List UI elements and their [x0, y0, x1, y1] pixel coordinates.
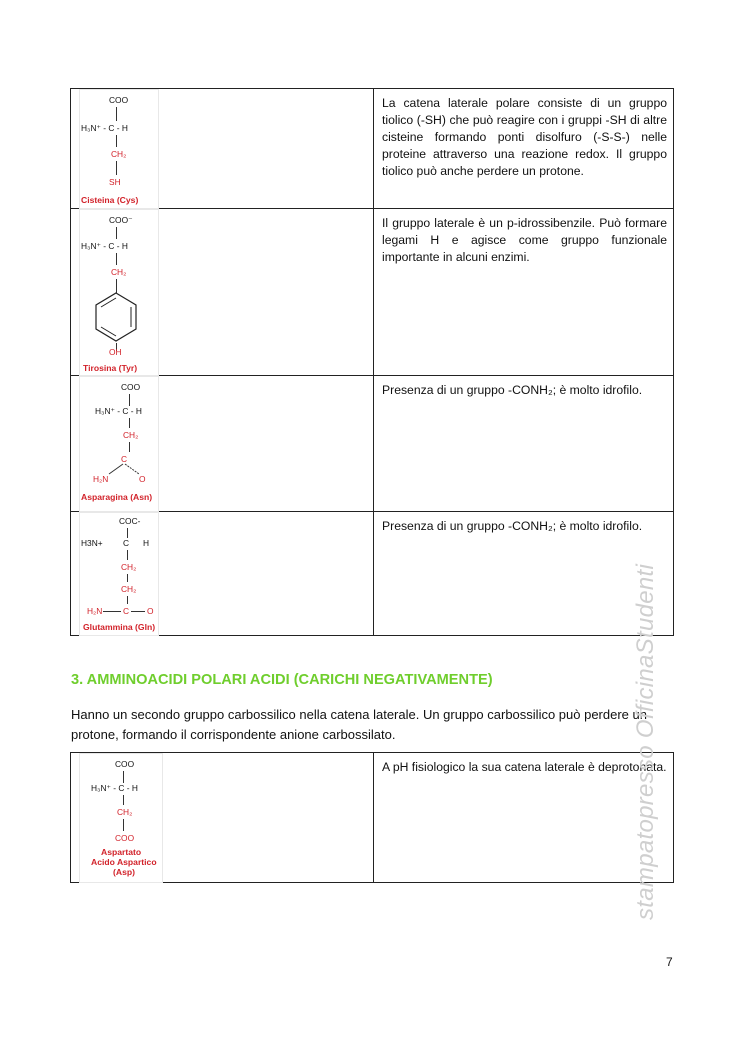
benzene-ring-icon — [93, 291, 139, 343]
amide-carbon: C — [123, 606, 130, 616]
side-chain-ch2: CH₂ — [123, 430, 139, 440]
alpha-carbon-label: H₃N⁺ - C - H — [91, 783, 138, 793]
amino-label: H3N+ — [81, 538, 103, 548]
aspartate-structure — [79, 757, 163, 881]
section-heading: 3. AMMINOACIDI POLARI ACIDI (CARICHI NEGATIVAMENTE) — [71, 672, 493, 688]
carboxyl-label: COO — [121, 382, 141, 392]
amide-nitrogen: H₂N — [87, 606, 103, 616]
asparagine-structure — [79, 380, 159, 510]
carboxyl-label: COC- — [119, 516, 141, 526]
side-chain-ch2: CH₂ — [121, 562, 137, 572]
carboxyl-label: COO⁻ — [109, 215, 133, 225]
side-chain-ch2: CH₂ — [121, 584, 137, 594]
description-text: Il gruppo laterale è un p-idrossibenzile. Può formare legami H e agisce come gruppo funzionale importante in alcuni enzimi. — [382, 216, 667, 264]
side-chain-ch2: CH₂ — [111, 267, 127, 277]
section-intro: Hanno un secondo gruppo carbossilico nella catena laterale. Un gruppo carbossilico può perdere un protone, formando il corrispondente anione carbossilato. — [71, 707, 647, 742]
amide-nitrogen: H₂N — [93, 474, 109, 484]
tyrosine-structure — [79, 213, 159, 373]
structure-cell — [71, 376, 374, 512]
amide-carbon: C — [121, 454, 128, 464]
description-text: A pH fisiologico la sua catena laterale è deprotonata. — [382, 760, 667, 774]
alpha-hydrogen: H — [143, 538, 150, 548]
alpha-carbon-label: H₃N⁺ - C - H — [95, 406, 142, 416]
description-cell — [374, 512, 674, 636]
structure-cell — [71, 209, 374, 376]
table-row — [71, 376, 674, 512]
description-text: La catena laterale polare consiste di un gruppo tiolico (-SH) che può reagire con i gruppi -SH di altre cisteine formando ponti disolfuro (-S-S-) nelle proteine attraverso una reazione redox. Il gruppo tiolico può anche perdere un protone. — [382, 96, 667, 178]
amino-acid-name: Glutammina (Gln) — [83, 622, 156, 632]
amino-acid-name: Cisteina (Cys) — [81, 195, 139, 205]
description-cell — [374, 376, 674, 512]
amino-acid-table-polar — [70, 88, 674, 636]
side-chain-coo: COO — [115, 833, 135, 843]
amino-acid-table-acidic — [70, 752, 674, 883]
amino-acid-name: Asparagina (Asn) — [81, 492, 153, 502]
description-cell — [374, 753, 674, 883]
side-chain-sh: SH — [109, 177, 121, 187]
carboxyl-label: COO — [109, 95, 129, 105]
description-text: Presenza di un gruppo -CONH₂; è molto idrofilo. — [382, 383, 643, 397]
page-number: 7 — [666, 955, 673, 969]
amino-acid-name: Aspartato — [101, 847, 142, 857]
side-chain-ch2: CH₂ — [117, 807, 133, 817]
description-text: Presenza di un gruppo -CONH₂; è molto idrofilo. — [382, 519, 643, 533]
amide-oxygen: O — [139, 474, 146, 484]
alpha-carbon-label: H₃N⁺ - C - H — [81, 241, 128, 251]
amide-oxygen: O — [147, 606, 154, 616]
amino-acid-name-alt: Acido Aspartico — [91, 857, 157, 867]
glutamine-structure — [79, 514, 159, 634]
structure-cell — [71, 512, 374, 636]
side-chain-oh: OH — [109, 347, 122, 357]
amino-acid-name: Tirosina (Tyr) — [83, 363, 138, 373]
description-cell — [374, 209, 674, 376]
alpha-carbon: C — [123, 538, 130, 548]
table-row — [71, 512, 674, 636]
watermark: stampatopresso OfficinaStudenti — [632, 563, 659, 920]
cysteine-structure — [79, 93, 159, 207]
side-chain-ch2: CH₂ — [111, 149, 127, 159]
structure-cell — [71, 89, 374, 209]
structure-cell — [71, 753, 374, 883]
carboxyl-label: COO — [115, 759, 135, 769]
table-row — [71, 209, 674, 376]
table-row — [71, 753, 674, 883]
amino-acid-abbrev: (Asp) — [113, 867, 135, 877]
alpha-carbon-label: H₃N⁺ - C - H — [81, 123, 128, 133]
description-cell — [374, 89, 674, 209]
table-row — [71, 89, 674, 209]
